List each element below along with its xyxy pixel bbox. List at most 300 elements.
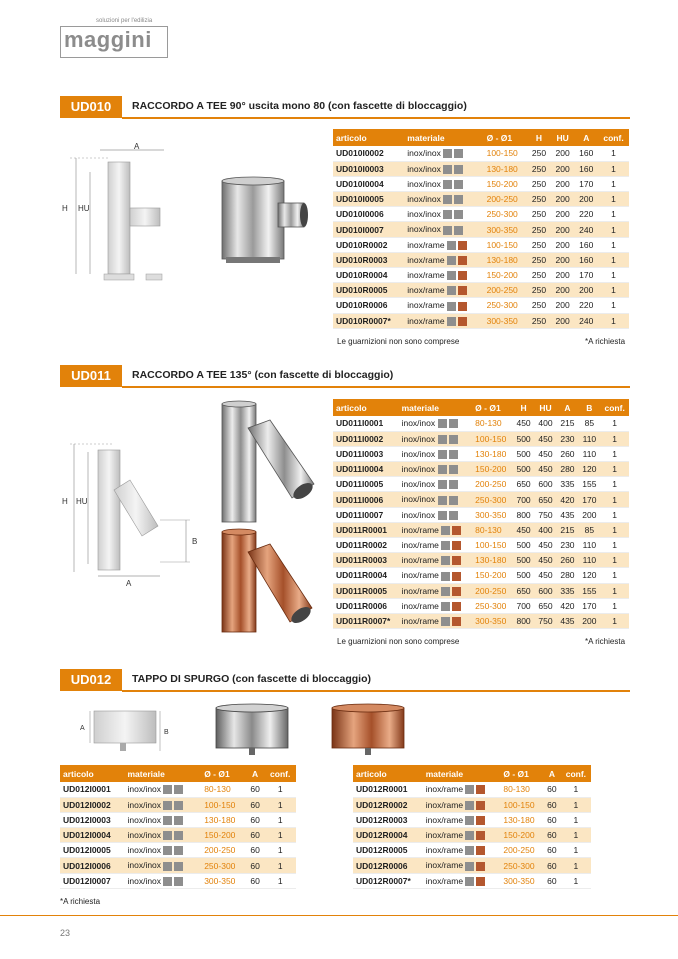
table-row bbox=[333, 553, 629, 568]
article-code: UD012R0004 bbox=[353, 828, 423, 843]
rame-swatch bbox=[452, 556, 461, 565]
ud010-technical-drawing bbox=[60, 140, 180, 290]
section-code: UD011 bbox=[60, 365, 122, 387]
value-cell: 1 bbox=[264, 797, 296, 812]
diameter-cell: 100-150 bbox=[484, 237, 528, 252]
value-cell: 120 bbox=[578, 568, 600, 583]
diameter-cell: 300-350 bbox=[484, 222, 528, 237]
diameter-cell: 250-300 bbox=[484, 207, 528, 222]
value-cell: 85 bbox=[578, 522, 600, 537]
table-row bbox=[353, 797, 591, 812]
material-label: inox/inox bbox=[407, 163, 441, 174]
value-cell: 1 bbox=[598, 283, 629, 298]
material-cell bbox=[404, 298, 483, 313]
ud010-note-gaskets: Le guarnizioni non sono comprese bbox=[337, 337, 460, 346]
article-code: UD010R0004 bbox=[333, 268, 404, 283]
inox-swatch bbox=[465, 785, 474, 794]
table-row bbox=[333, 446, 629, 461]
value-cell: 500 bbox=[513, 462, 535, 477]
article-code: UD011R0002 bbox=[333, 538, 399, 553]
section-code: UD010 bbox=[60, 96, 122, 118]
value-cell: 1 bbox=[600, 507, 629, 522]
article-code: UD012R0002 bbox=[353, 797, 423, 812]
rame-swatch bbox=[476, 846, 485, 855]
value-cell: 110 bbox=[578, 446, 600, 461]
rame-swatch bbox=[476, 831, 485, 840]
value-cell: 240 bbox=[574, 313, 598, 328]
section-code: UD012 bbox=[60, 669, 122, 691]
material-cell bbox=[399, 431, 473, 446]
table-row bbox=[60, 812, 296, 827]
column-header: HU bbox=[535, 399, 557, 416]
inox-swatch bbox=[438, 496, 447, 505]
column-header: A bbox=[574, 129, 598, 146]
inox-swatch bbox=[438, 511, 447, 520]
value-cell: 500 bbox=[513, 431, 535, 446]
inox-swatch bbox=[163, 877, 172, 886]
inox-swatch bbox=[174, 862, 183, 871]
material-label: inox/rame bbox=[425, 830, 464, 841]
value-cell: 1 bbox=[598, 192, 629, 207]
table-header-row bbox=[60, 765, 296, 782]
article-code: UD011I0002 bbox=[333, 431, 399, 446]
value-cell: 1 bbox=[600, 431, 629, 446]
inox-swatch bbox=[454, 195, 463, 204]
ud012-inox-table bbox=[60, 765, 296, 889]
column-header: Ø - Ø1 bbox=[484, 129, 528, 146]
material-cell bbox=[124, 858, 201, 873]
column-header: Ø - Ø1 bbox=[201, 765, 246, 782]
value-cell: 160 bbox=[574, 161, 598, 176]
diameter-cell: 150-200 bbox=[201, 828, 246, 843]
diameter-cell: 130-180 bbox=[472, 446, 512, 461]
inox-swatch bbox=[174, 785, 183, 794]
value-cell: 1 bbox=[598, 237, 629, 252]
inox-swatch bbox=[449, 496, 458, 505]
inox-swatch bbox=[163, 846, 172, 855]
article-code: UD012R0001 bbox=[353, 782, 423, 797]
inox-swatch bbox=[447, 271, 456, 280]
article-code: UD010R0002 bbox=[333, 237, 404, 252]
inox-swatch bbox=[449, 435, 458, 444]
rame-swatch bbox=[476, 877, 485, 886]
material-label: inox/rame bbox=[407, 269, 445, 280]
article-code: UD012I0002 bbox=[60, 797, 124, 812]
section-title: RACCORDO A TEE 90° uscita mono 80 (con fascette di bloccaggio) bbox=[132, 100, 467, 112]
material-cell bbox=[399, 583, 473, 598]
value-cell: 200 bbox=[551, 268, 575, 283]
table-row bbox=[333, 298, 629, 313]
article-code: UD011R0001 bbox=[333, 522, 399, 537]
material-cell bbox=[404, 268, 483, 283]
inox-swatch bbox=[449, 480, 458, 489]
article-code: UD012R0005 bbox=[353, 843, 423, 858]
value-cell: 650 bbox=[513, 583, 535, 598]
value-cell: 250 bbox=[527, 268, 551, 283]
value-cell: 250 bbox=[527, 146, 551, 161]
inox-swatch bbox=[163, 816, 172, 825]
article-code: UD010I0005 bbox=[333, 192, 404, 207]
inox-swatch bbox=[454, 165, 463, 174]
rame-swatch bbox=[458, 241, 467, 250]
material-cell bbox=[399, 553, 473, 568]
table-row bbox=[353, 843, 591, 858]
material-cell bbox=[423, 797, 501, 812]
article-code: UD011R0003 bbox=[333, 553, 399, 568]
value-cell: 500 bbox=[513, 553, 535, 568]
material-label: inox/rame bbox=[425, 875, 464, 886]
value-cell: 60 bbox=[246, 812, 265, 827]
material-label: inox/rame bbox=[401, 570, 439, 581]
material-cell bbox=[399, 492, 473, 507]
dim-label-a: A bbox=[134, 142, 140, 151]
ud012-technical-drawing bbox=[78, 703, 178, 757]
value-cell: 200 bbox=[551, 313, 575, 328]
material-label: inox/rame bbox=[425, 814, 464, 825]
material-cell bbox=[124, 873, 201, 888]
material-label: inox/rame bbox=[407, 254, 445, 265]
value-cell: 200 bbox=[578, 507, 600, 522]
value-cell: 200 bbox=[551, 283, 575, 298]
diameter-cell: 130-180 bbox=[484, 252, 528, 267]
ud012-rame-table bbox=[353, 765, 591, 889]
inox-swatch bbox=[449, 450, 458, 459]
diameter-cell: 100-150 bbox=[201, 797, 246, 812]
inox-swatch bbox=[441, 526, 450, 535]
table-row bbox=[333, 192, 629, 207]
value-cell: 200 bbox=[574, 283, 598, 298]
value-cell: 1 bbox=[598, 161, 629, 176]
inox-swatch bbox=[447, 286, 456, 295]
ud010-product-table bbox=[333, 129, 629, 329]
footer-divider bbox=[0, 915, 678, 916]
value-cell: 60 bbox=[246, 828, 265, 843]
article-code: UD012I0005 bbox=[60, 843, 124, 858]
dim-label-h: H bbox=[62, 204, 68, 213]
article-code: UD012I0004 bbox=[60, 828, 124, 843]
brand-logo bbox=[60, 18, 170, 62]
dim-label-hu: HU bbox=[76, 497, 88, 506]
diameter-cell: 80-130 bbox=[472, 416, 512, 431]
article-code: UD010I0004 bbox=[333, 176, 404, 191]
rame-swatch bbox=[458, 271, 467, 280]
material-cell bbox=[404, 176, 483, 191]
value-cell: 155 bbox=[578, 583, 600, 598]
value-cell: 60 bbox=[246, 782, 265, 797]
diameter-cell: 80-130 bbox=[472, 522, 512, 537]
inox-swatch bbox=[163, 785, 172, 794]
material-cell bbox=[423, 873, 501, 888]
rame-swatch bbox=[452, 526, 461, 535]
value-cell: 450 bbox=[535, 568, 557, 583]
value-cell: 650 bbox=[535, 598, 557, 613]
value-cell: 160 bbox=[574, 252, 598, 267]
value-cell: 215 bbox=[556, 416, 578, 431]
value-cell: 450 bbox=[513, 522, 535, 537]
value-cell: 1 bbox=[598, 313, 629, 328]
diameter-cell: 250-300 bbox=[201, 858, 246, 873]
material-label: inox/rame bbox=[401, 539, 439, 550]
material-label: inox/rame bbox=[425, 860, 464, 871]
value-cell: 155 bbox=[578, 477, 600, 492]
diameter-cell: 300-350 bbox=[201, 873, 246, 888]
table-row bbox=[333, 431, 629, 446]
ud010-product-photo bbox=[218, 175, 313, 267]
rame-swatch bbox=[458, 302, 467, 311]
article-code: UD011I0006 bbox=[333, 492, 399, 507]
article-code: UD010R0005 bbox=[333, 283, 404, 298]
section-header-ud011 bbox=[60, 365, 630, 389]
section-title: TAPPO DI SPURGO (con fascette di bloccaggio) bbox=[132, 673, 372, 685]
value-cell: 220 bbox=[574, 207, 598, 222]
value-cell: 450 bbox=[535, 431, 557, 446]
column-header: H bbox=[513, 399, 535, 416]
diameter-cell: 150-200 bbox=[472, 462, 512, 477]
dim-label-a: A bbox=[126, 579, 132, 588]
diameter-cell: 300-350 bbox=[472, 507, 512, 522]
diameter-cell: 100-150 bbox=[472, 431, 512, 446]
value-cell: 1 bbox=[600, 477, 629, 492]
value-cell: 280 bbox=[556, 462, 578, 477]
inox-swatch bbox=[174, 816, 183, 825]
section-header-ud012 bbox=[60, 669, 630, 693]
table-row bbox=[60, 782, 296, 797]
value-cell: 60 bbox=[543, 812, 561, 827]
diameter-cell: 150-200 bbox=[484, 176, 528, 191]
article-code: UD011R0005 bbox=[333, 583, 399, 598]
rame-swatch bbox=[476, 801, 485, 810]
value-cell: 60 bbox=[246, 858, 265, 873]
article-code: UD011R0007* bbox=[333, 613, 399, 628]
article-code: UD012R0006 bbox=[353, 858, 423, 873]
material-cell bbox=[423, 843, 501, 858]
value-cell: 110 bbox=[578, 538, 600, 553]
value-cell: 420 bbox=[556, 598, 578, 613]
ud011-note-on-request: *A richiesta bbox=[585, 637, 626, 646]
inox-swatch bbox=[438, 419, 447, 428]
dim-label-h: H bbox=[62, 497, 68, 506]
value-cell: 250 bbox=[527, 222, 551, 237]
value-cell: 1 bbox=[600, 462, 629, 477]
rame-swatch bbox=[452, 572, 461, 581]
value-cell: 1 bbox=[600, 598, 629, 613]
material-label: inox/rame bbox=[425, 845, 464, 856]
table-row bbox=[333, 283, 629, 298]
material-cell bbox=[423, 858, 501, 873]
value-cell: 1 bbox=[561, 858, 591, 873]
column-header: A bbox=[246, 765, 265, 782]
value-cell: 250 bbox=[527, 298, 551, 313]
value-cell: 1 bbox=[264, 828, 296, 843]
material-cell bbox=[404, 313, 483, 328]
value-cell: 230 bbox=[556, 431, 578, 446]
value-cell: 500 bbox=[513, 446, 535, 461]
material-cell bbox=[423, 782, 501, 797]
value-cell: 1 bbox=[598, 146, 629, 161]
material-cell bbox=[404, 161, 483, 176]
article-code: UD012I0007 bbox=[60, 873, 124, 888]
article-code: UD012I0003 bbox=[60, 812, 124, 827]
value-cell: 250 bbox=[527, 176, 551, 191]
value-cell: 250 bbox=[527, 252, 551, 267]
value-cell: 600 bbox=[535, 583, 557, 598]
article-code: UD012I0001 bbox=[60, 782, 124, 797]
column-header: conf. bbox=[561, 765, 591, 782]
value-cell: 1 bbox=[600, 492, 629, 507]
value-cell: 1 bbox=[598, 268, 629, 283]
table-row bbox=[333, 492, 629, 507]
column-header: materiale bbox=[399, 399, 473, 416]
value-cell: 170 bbox=[578, 492, 600, 507]
material-label: inox/rame bbox=[401, 615, 439, 626]
dim-label-b: B bbox=[192, 537, 198, 546]
value-cell: 60 bbox=[246, 873, 265, 888]
value-cell: 160 bbox=[574, 237, 598, 252]
article-code: UD012I0006 bbox=[60, 858, 124, 873]
article-code: UD011I0007 bbox=[333, 507, 399, 522]
value-cell: 1 bbox=[561, 873, 591, 888]
diameter-cell: 150-200 bbox=[472, 568, 512, 583]
inox-swatch bbox=[443, 226, 452, 235]
inox-swatch bbox=[465, 801, 474, 810]
value-cell: 250 bbox=[527, 161, 551, 176]
column-header: A bbox=[543, 765, 561, 782]
material-cell bbox=[404, 146, 483, 161]
value-cell: 60 bbox=[543, 843, 561, 858]
inox-swatch bbox=[465, 846, 474, 855]
value-cell: 450 bbox=[535, 553, 557, 568]
value-cell: 1 bbox=[561, 782, 591, 797]
dim-label-a: A bbox=[80, 725, 85, 732]
section-divider bbox=[122, 690, 630, 692]
rame-swatch bbox=[458, 317, 467, 326]
material-label: inox/inox bbox=[127, 799, 162, 810]
brand-name: maggini bbox=[64, 27, 152, 52]
value-cell: 450 bbox=[535, 538, 557, 553]
value-cell: 1 bbox=[264, 858, 296, 873]
rame-swatch bbox=[458, 286, 467, 295]
article-code: UD010I0002 bbox=[333, 146, 404, 161]
value-cell: 1 bbox=[561, 843, 591, 858]
value-cell: 240 bbox=[574, 222, 598, 237]
diameter-cell: 200-250 bbox=[484, 283, 528, 298]
value-cell: 60 bbox=[543, 828, 561, 843]
material-cell bbox=[399, 568, 473, 583]
table-row bbox=[333, 207, 629, 222]
value-cell: 800 bbox=[513, 613, 535, 628]
value-cell: 250 bbox=[527, 283, 551, 298]
value-cell: 200 bbox=[551, 298, 575, 313]
inox-swatch bbox=[454, 210, 463, 219]
table-row bbox=[333, 538, 629, 553]
article-code: UD012R0007* bbox=[353, 873, 423, 888]
inox-swatch bbox=[441, 587, 450, 596]
table-header-row bbox=[353, 765, 591, 782]
material-label: inox/inox bbox=[127, 784, 162, 795]
value-cell: 1 bbox=[600, 613, 629, 628]
table-row bbox=[353, 812, 591, 827]
value-cell: 1 bbox=[561, 828, 591, 843]
diameter-cell: 300-350 bbox=[472, 613, 512, 628]
rame-swatch bbox=[452, 602, 461, 611]
table-row bbox=[333, 146, 629, 161]
inox-swatch bbox=[443, 165, 452, 174]
table-row bbox=[333, 462, 629, 477]
table-row bbox=[333, 252, 629, 267]
material-label: inox/inox bbox=[401, 464, 436, 475]
table-row bbox=[333, 222, 629, 237]
value-cell: 335 bbox=[556, 583, 578, 598]
ud011-steel-photo bbox=[212, 400, 320, 528]
inox-swatch bbox=[443, 180, 452, 189]
material-label: inox/inox bbox=[401, 448, 436, 459]
value-cell: 750 bbox=[535, 507, 557, 522]
diameter-cell: 300-350 bbox=[484, 313, 528, 328]
value-cell: 250 bbox=[527, 313, 551, 328]
column-header: articolo bbox=[60, 765, 124, 782]
column-header: conf. bbox=[598, 129, 629, 146]
material-label: inox/rame bbox=[401, 555, 439, 566]
column-header: B bbox=[578, 399, 600, 416]
diameter-cell: 150-200 bbox=[500, 828, 543, 843]
value-cell: 110 bbox=[578, 431, 600, 446]
column-header: articolo bbox=[333, 399, 399, 416]
section-header-ud010 bbox=[60, 96, 630, 120]
value-cell: 200 bbox=[551, 252, 575, 267]
value-cell: 260 bbox=[556, 553, 578, 568]
value-cell: 1 bbox=[600, 568, 629, 583]
value-cell: 1 bbox=[598, 298, 629, 313]
table-row bbox=[60, 828, 296, 843]
material-label: inox/inox bbox=[401, 433, 436, 444]
column-header: Ø - Ø1 bbox=[500, 765, 543, 782]
value-cell: 500 bbox=[513, 538, 535, 553]
brand-tagline: soluzioni per l'edilizia bbox=[96, 18, 153, 24]
material-cell bbox=[124, 812, 201, 827]
diameter-cell: 80-130 bbox=[201, 782, 246, 797]
material-label: inox/rame bbox=[425, 799, 464, 810]
inox-swatch bbox=[449, 465, 458, 474]
inox-swatch bbox=[438, 480, 447, 489]
inox-swatch bbox=[449, 511, 458, 520]
value-cell: 1 bbox=[598, 207, 629, 222]
diameter-cell: 130-180 bbox=[484, 161, 528, 176]
value-cell: 600 bbox=[535, 477, 557, 492]
ud011-copper-photo bbox=[212, 528, 320, 638]
value-cell: 60 bbox=[543, 873, 561, 888]
inox-swatch bbox=[454, 149, 463, 158]
table-row bbox=[333, 268, 629, 283]
dim-label-hu: HU bbox=[78, 204, 90, 213]
inox-swatch bbox=[454, 226, 463, 235]
value-cell: 60 bbox=[543, 858, 561, 873]
column-header: articolo bbox=[333, 129, 404, 146]
value-cell: 120 bbox=[578, 462, 600, 477]
material-cell bbox=[404, 283, 483, 298]
material-label: inox/rame bbox=[407, 300, 445, 311]
table-row bbox=[353, 782, 591, 797]
diameter-cell: 150-200 bbox=[484, 268, 528, 283]
table-row bbox=[333, 176, 629, 191]
value-cell: 250 bbox=[527, 207, 551, 222]
rame-swatch bbox=[476, 816, 485, 825]
value-cell: 1 bbox=[264, 782, 296, 797]
inox-swatch bbox=[443, 149, 452, 158]
material-label: inox/inox bbox=[127, 875, 162, 886]
material-label: inox/inox bbox=[127, 830, 162, 841]
value-cell: 200 bbox=[551, 146, 575, 161]
column-header: materiale bbox=[124, 765, 201, 782]
